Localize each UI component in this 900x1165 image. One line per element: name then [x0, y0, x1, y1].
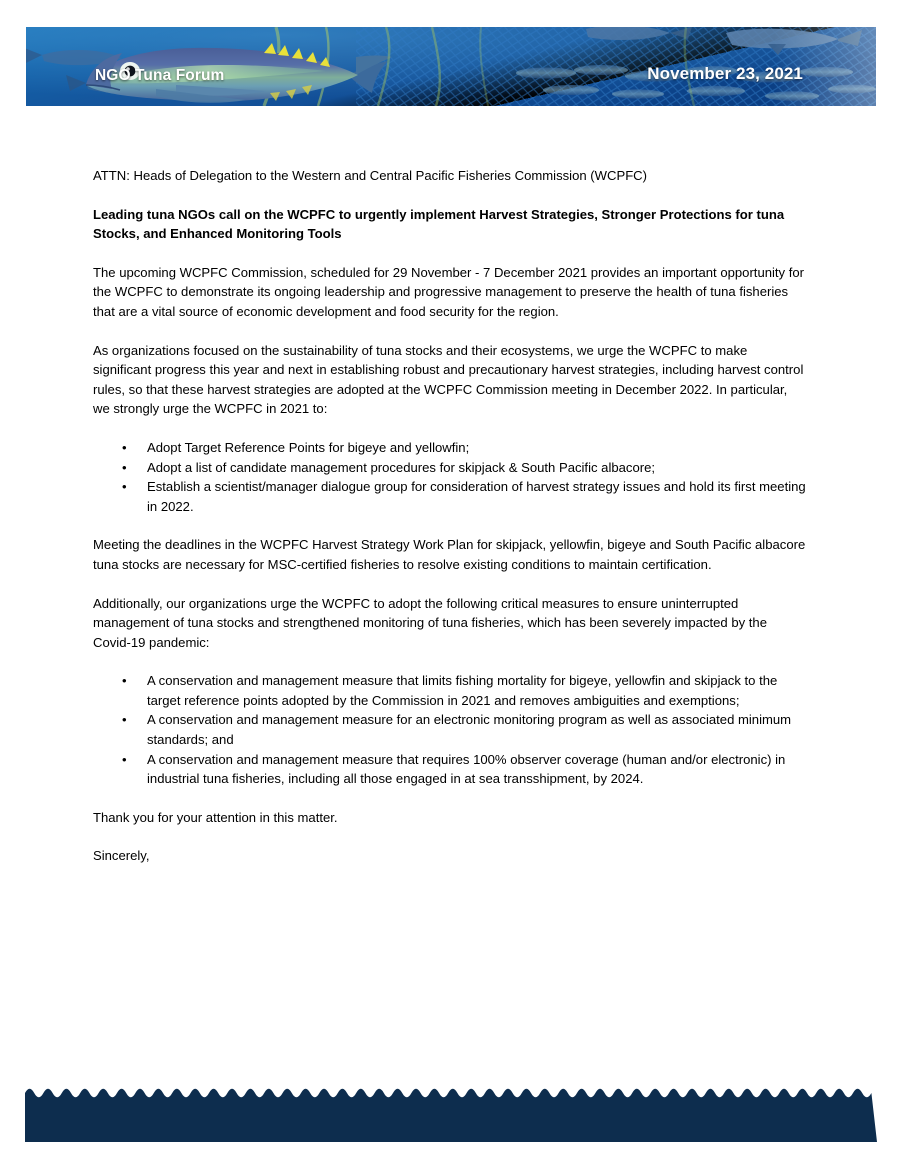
list-item-text: A conservation and management measure for an electronic monitoring program as well as associated minimum standards; and	[147, 712, 792, 748]
list-item	[93, 458, 807, 478]
bullet-marker-icon: •	[122, 459, 127, 475]
bullet-marker-icon: •	[122, 479, 127, 495]
list-item-text: A conservation and management measure that requires 100% observer coverage (human and/or electronic) in industrial tuna fisheries, including all those engaged in at sea transshipment, by 2024.	[147, 751, 786, 787]
bullet-marker-icon: •	[122, 712, 127, 728]
bullet-marker-icon: •	[122, 673, 127, 689]
critical-measures-list	[93, 671, 807, 789]
list-item	[93, 438, 807, 458]
paragraph-work-plan-deadlines: Meeting the deadlines in the WCPFC Harvest Strategy Work Plan for skipjack, yellowfin, bigeye and South Pacific albacore tuna stocks are necessary for MSC-certified fisheries to resolve existing conditions to maintain certification.	[93, 537, 806, 572]
list-item	[93, 710, 807, 749]
paragraph-upcoming-commission: The upcoming WCPFC Commission, scheduled for 29 November - 7 December 2021 provides an important opportunity for the WCPFC to demonstrate its ongoing leadership and progressive management to preserve the health of tuna fisheries that are a vital source of economic development and food security for the region.	[93, 264, 805, 319]
attention-line: ATTN: Heads of Delegation to the Western and Central Pacific Fisheries Commission (WCPFC)	[93, 168, 648, 183]
banner-organization-title: NGO Tuna Forum	[95, 67, 225, 84]
list-item-text: Establish a scientist/manager dialogue group for consideration of harvest strategy issues and hold its first meeting in 2022.	[147, 479, 806, 514]
list-item-text: Adopt Target Reference Points for bigeye and yellowfin;	[147, 439, 470, 455]
paragraph-harvest-strategies: As organizations focused on the sustainability of tuna stocks and their ecosystems, we urge the WCPFC to make significant progress this year and next in establishing robust and precautionary harvest strategies, including harvest control rules, so that these harvest strategies are adopted at the WCPFC Commission meeting in December 2022. In particular, we strongly urge the WCPFC in 2021 to:	[93, 342, 804, 417]
list-item	[93, 750, 807, 789]
scalloped-wave-shape	[25, 1082, 877, 1142]
letter-headline: Leading tuna NGOs call on the WCPFC to urgently implement Harvest Strategies, Stronger Protections for tuna Stocks, and Enhanced Monitoring Tools	[93, 206, 785, 242]
list-item	[93, 477, 807, 516]
list-item-text: A conservation and management measure that limits fishing mortality for bigeye, yellowfin and skipjack to the target reference points adopted by the Commission in 2021 and removes ambiguities and exemptions;	[147, 673, 778, 708]
letter-body	[93, 166, 807, 866]
list-item	[93, 671, 807, 710]
footer-wave-decoration	[25, 1082, 877, 1142]
closing-signoff: Sincerely,	[93, 848, 150, 864]
bullet-marker-icon: •	[122, 751, 127, 767]
banner-date: November 23, 2021	[647, 64, 803, 83]
list-item-text: Adopt a list of candidate management procedures for skipjack & South Pacific albacore;	[147, 459, 656, 475]
paragraph-critical-measures: Additionally, our organizations urge the WCPFC to adopt the following critical measures to ensure uninterrupted management of tuna stocks and strengthened monitoring of tuna fisheries, which has been severely impacted by the Covid-19 pandemic:	[93, 595, 767, 650]
closing-thanks: Thank you for your attention in this matter.	[93, 809, 338, 825]
bullet-marker-icon: •	[122, 439, 127, 455]
requests-list-2021	[93, 438, 807, 516]
header-banner	[26, 27, 876, 106]
